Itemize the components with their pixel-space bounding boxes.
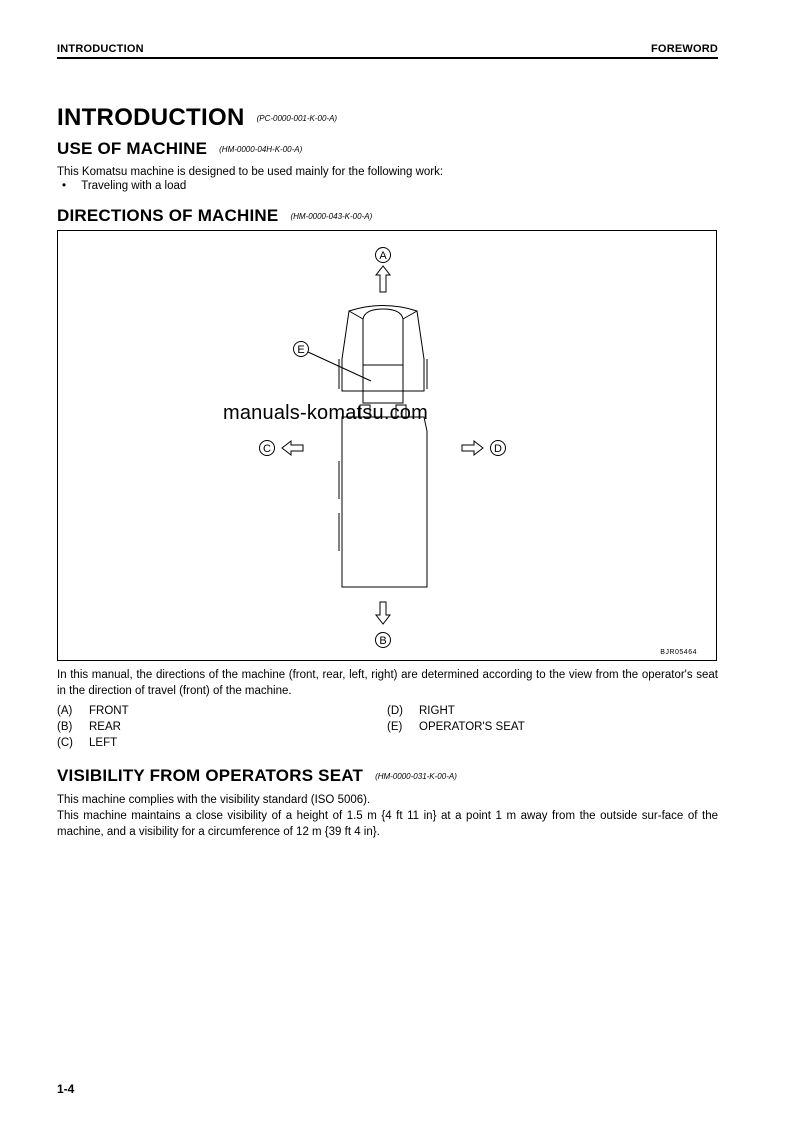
legend-item-e xyxy=(387,721,525,733)
page-number: 1-4 xyxy=(57,1082,75,1096)
visibility-code: (HM-0000-031-K-00-A) xyxy=(375,772,457,782)
use-of-machine-heading-text: USE OF MACHINE xyxy=(57,139,208,158)
visibility-line-2: This machine maintains a close visibility of a height of 1.5 m {4 ft 11 in} at a point 1 m away from the outside sur-face of the machine, and a visibility for a circumference of 12 m {39 ft 4 in}. xyxy=(57,810,718,838)
directions-paragraph: In this manual, the directions of the machine (front, rear, left, right) are determined according to the view from the operator's seat in the direction of travel (front) of the machine. xyxy=(57,669,718,697)
directions-figure xyxy=(57,230,717,661)
cab-outline xyxy=(363,309,403,391)
legend-label: LEFT xyxy=(89,737,118,749)
front-frame-outline xyxy=(342,306,424,392)
visibility-heading xyxy=(57,766,457,786)
use-of-machine-bullet xyxy=(62,180,186,192)
legend-key: (A) xyxy=(57,705,73,717)
use-of-machine-code: (HM-0000-04H-K-00-A) xyxy=(219,145,303,155)
legend-label: OPERATOR'S SEAT xyxy=(419,721,525,733)
visibility-heading-text: VISIBILITY FROM OPERATORS SEAT xyxy=(57,766,364,785)
label-a: A xyxy=(379,250,387,262)
figure-code: BJR05464 xyxy=(660,649,697,656)
page-title-text: INTRODUCTION xyxy=(57,104,245,131)
header-rule xyxy=(57,57,718,59)
bullet-text: Traveling with a load xyxy=(81,180,187,192)
legend-item-d xyxy=(387,705,455,717)
legend-label: FRONT xyxy=(89,705,129,717)
legend-key: (C) xyxy=(57,737,73,749)
watermark-text: manuals-komatsu.com xyxy=(223,402,428,424)
front-guard-left xyxy=(349,311,363,319)
legend-item-c xyxy=(57,737,117,749)
running-header-chapter: FOREWORD xyxy=(651,43,718,55)
directions-code: (HM-0000-043-K-00-A) xyxy=(290,212,373,222)
legend-label: REAR xyxy=(89,721,121,733)
label-d: D xyxy=(494,443,502,455)
use-of-machine-intro: This Komatsu machine is designed to be used mainly for the following work: xyxy=(57,166,444,178)
directions-heading xyxy=(57,206,372,226)
rear-frame-outline xyxy=(342,417,427,587)
bullet-dot: • xyxy=(62,180,67,192)
front-arrow xyxy=(376,266,390,292)
legend-item-a xyxy=(57,705,129,717)
legend-item-b xyxy=(57,721,121,733)
legend-key: (B) xyxy=(57,721,73,733)
legend-key: (E) xyxy=(387,721,403,733)
use-of-machine-heading xyxy=(57,139,302,159)
label-e: E xyxy=(297,344,305,356)
left-arrow xyxy=(282,441,303,455)
running-header-section: INTRODUCTION xyxy=(57,43,144,55)
right-arrow xyxy=(462,441,483,455)
directions-heading-text: DIRECTIONS OF MACHINE xyxy=(57,206,279,225)
rear-arrow xyxy=(376,602,390,624)
label-c: C xyxy=(263,443,271,455)
label-b: B xyxy=(379,635,387,647)
page-title-code: (PC-0000-001-K-00-A) xyxy=(256,114,338,124)
machine-top-view-diagram xyxy=(58,231,718,662)
front-guard-right xyxy=(403,311,417,319)
visibility-line-1: This machine complies with the visibility standard (ISO 5006). xyxy=(57,794,371,806)
operator-seat xyxy=(363,365,403,403)
legend-key: (D) xyxy=(387,705,403,717)
page-title xyxy=(57,104,337,132)
legend-label: RIGHT xyxy=(419,705,455,717)
